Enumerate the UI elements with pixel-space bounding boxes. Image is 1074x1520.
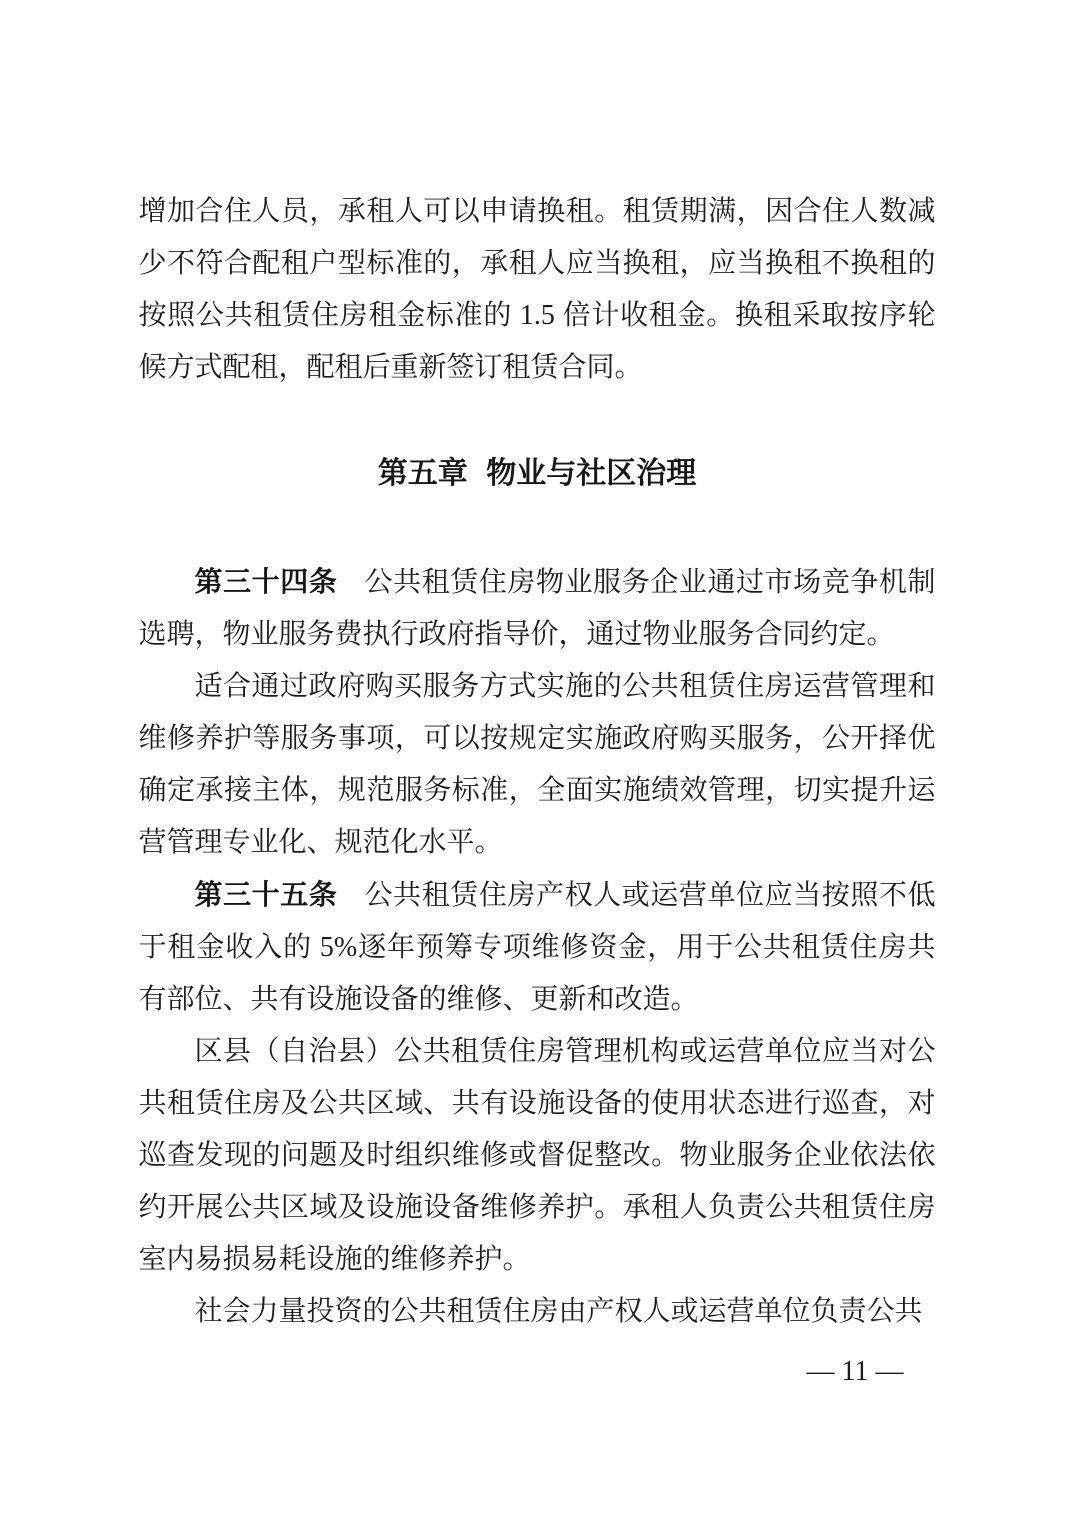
paragraph-continued: 增加合住人员，承租人可以申请换租。租赁期满，因合住人数减少不符合配租户型标准的，承租人应当换租，应当换租不换租的按照公共租赁住房租金标准的 1.5 倍计收租金。换租采取按序轮候方式配租，配租后重新签订租赁合同。 [138, 196, 936, 383]
document-body [139, 0, 936, 1388]
article-35-paragraph [139, 869, 936, 1026]
paragraph-inspection: 区县（自治县）公共租赁住房管理机构或运营单位应当对公共租赁住房及公共区域、共有设施设备的使用状态进行巡查，对巡查发现的问题及时组织维修或督促整改。物业服务企业依法依约开展公共区域及设施设备维修养护。承租人负责公共租赁住房室内易损易耗设施的维修养护。 [138, 1036, 936, 1275]
article-35-text: 公共租赁住房产权人或运营单位应当按照不低于租金收入的 5%逐年预筹专项维修资金，用于公共租赁住房共有部位、共有设施设备的维修、更新和改造。 [138, 880, 936, 1015]
article-34-label: 第三十四条 [194, 566, 338, 597]
paragraph-social-capital: 社会力量投资的公共租赁住房由产权人或运营单位负责公共 [194, 1296, 923, 1327]
paragraph-procurement: 适合通过政府购买服务方式实施的公共租赁住房运营管理和维修养护等服务事项，可以按规定实施政府购买服务，公开择优确定承接主体，规范服务标准，全面实施绩效管理，切实提升运营管理专业化、规范化水平。 [138, 671, 936, 858]
chapter-number: 第五章 [377, 457, 468, 490]
article-34-text: 公共租赁住房物业服务企业通过市场竞争机制选聘，物业服务费执行政府指导价，通过物业服务合同约定。 [138, 567, 936, 650]
article-34-paragraph [139, 556, 936, 661]
article-35-label: 第三十五条 [194, 879, 338, 910]
chapter-heading [139, 448, 936, 500]
page-number: — 11 — [806, 1356, 904, 1387]
chapter-title: 物业与社区治理 [486, 457, 697, 490]
